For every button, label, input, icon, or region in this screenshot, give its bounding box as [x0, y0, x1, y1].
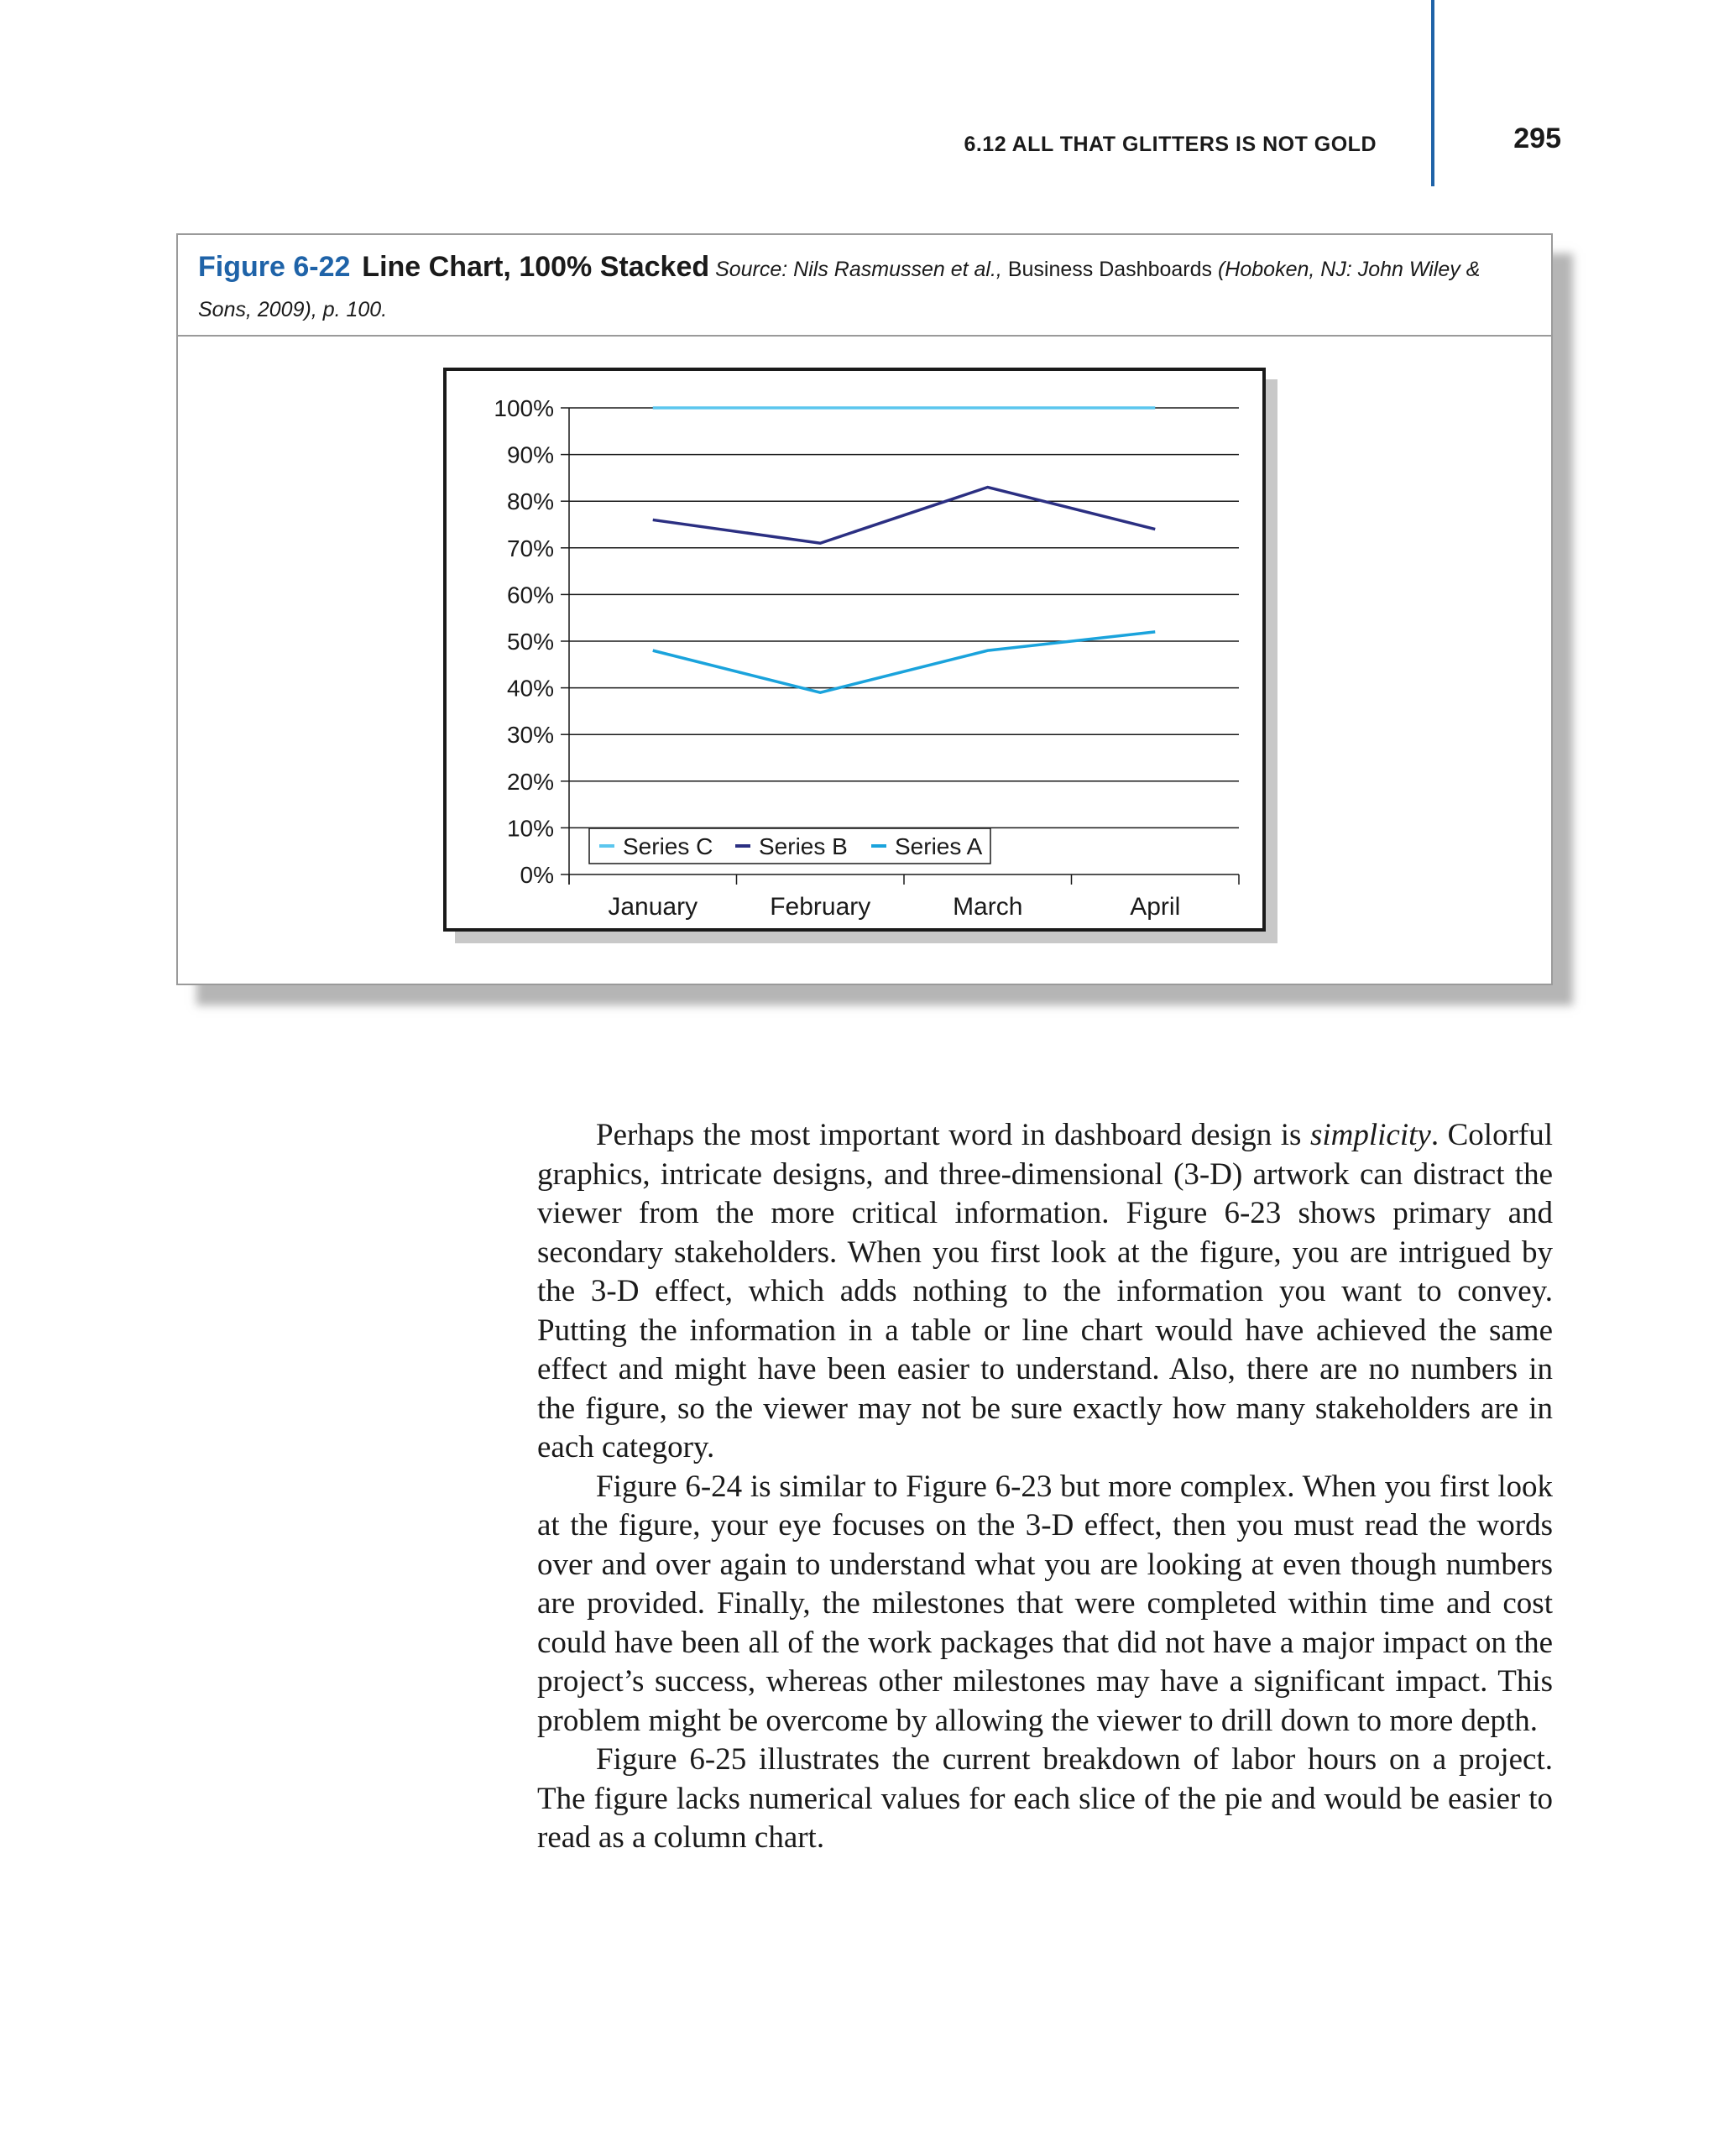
y-tick-label: 40% [506, 675, 554, 702]
legend-label: Series A [895, 833, 983, 859]
paragraph-1-rest: . Colorful graphics, intricate designs, and three-dimensional (3-D) artwork can distract the viewer from the more critical information. Figure 6-23 shows primary and secondary stakeholders. When you first look at the figure, you are intrigued by the 3-D effect, which adds nothing to the information you want to convey. Putting the information in a table or line chart would have achieved the same effect and might have been easier to understand. Also, there are no numbers in the figure, so the viewer may not be sure exactly how many stakeholders are in each category. [537, 1118, 1553, 1464]
x-tick-label: April [1130, 893, 1181, 921]
figure-source-suffix: (Hoboken, NJ: John Wiley & Sons, 2009), p. 100. [198, 258, 1481, 321]
page-number: 295 [1513, 123, 1561, 154]
x-tick-label: January [608, 893, 698, 921]
header-rule [1431, 0, 1434, 186]
y-tick-label: 30% [506, 722, 554, 749]
y-tick-label: 80% [506, 488, 554, 515]
figure-title: Line Chart, 100% Stacked [362, 251, 710, 283]
y-tick-label: 10% [506, 815, 554, 842]
paragraph-1 [537, 1116, 1553, 1468]
y-tick-label: 0% [520, 862, 554, 888]
y-tick-label: 100% [494, 395, 554, 421]
body-text [537, 1116, 1553, 1858]
y-tick-label: 20% [506, 768, 554, 795]
paragraph-1-start: Perhaps the most important word in dashboard design is [596, 1118, 1302, 1152]
emphasis-simplicity: simplicity [1309, 1118, 1431, 1152]
line-chart [447, 371, 1262, 928]
x-tick-label: March [953, 893, 1023, 921]
legend-label: Series C [623, 833, 713, 859]
y-tick-label: 90% [506, 441, 554, 468]
legend-label: Series B [759, 833, 848, 859]
y-tick-label: 50% [506, 629, 554, 655]
paragraph-2: Figure 6-24 is similar to Figure 6-23 but more complex. When you first look at the figure, your eye focuses on the 3-D effect, then you must read the words over and over again to understand what you are looking at even though numbers are provided. Finally, the milestones that were completed within time and cost could have been all of the work packages that did not have a major impact on the project’s success, whereas other milestones may have a significant impact. This problem might be overcome by allowing the viewer to drill down to more depth. [537, 1469, 1553, 1738]
y-tick-label: 60% [506, 582, 554, 608]
paragraph-3: Figure 6-25 illustrates the current breakdown of labor hours on a project. The figure lacks numerical values for each slice of the pie and would be easier to read as a column chart. [537, 1742, 1553, 1855]
chart-frame [443, 368, 1266, 932]
figure-caption [198, 247, 1533, 330]
figure-source-book: Business Dashboards [1007, 258, 1213, 281]
figure-source-prefix: Source: Nils Rasmussen et al., [715, 258, 1002, 281]
caption-divider [178, 335, 1551, 337]
figure-number: Figure 6-22 [198, 251, 351, 283]
series-line [653, 488, 1156, 544]
running-head: 6.12 ALL THAT GLITTERS IS NOT GOLD [964, 133, 1377, 156]
x-tick-label: February [770, 893, 871, 921]
y-tick-label: 70% [506, 535, 554, 561]
